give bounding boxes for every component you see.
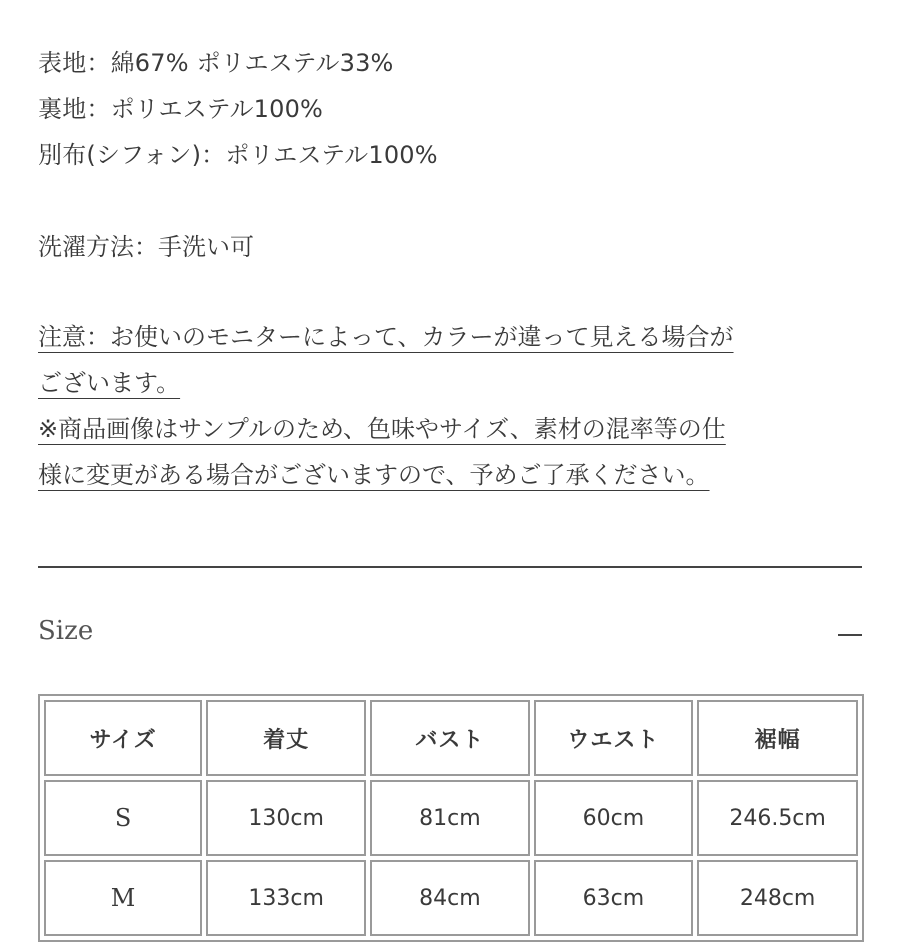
- length-cell: 133cm: [206, 860, 366, 936]
- bust-cell: 81cm: [370, 780, 530, 856]
- washing-info: [38, 224, 254, 270]
- header-size: サイズ: [44, 700, 202, 776]
- header-length: 着丈: [206, 700, 366, 776]
- note-line: 様に変更がある場合がございますので、予めご了承ください。: [38, 461, 710, 489]
- note-line: ※商品画像はサンプルのため、色味やサイズ、素材の混率等の仕: [38, 415, 726, 443]
- section-divider: [38, 566, 862, 568]
- table-row: [44, 860, 858, 936]
- notes-section: [38, 314, 878, 498]
- size-table: [38, 694, 864, 942]
- note-line: ございます。: [38, 369, 181, 397]
- size-cell: S: [44, 780, 202, 856]
- material-lining: 裏地：ポリエステル100%: [38, 95, 324, 123]
- size-cell: M: [44, 860, 202, 936]
- minus-icon[interactable]: [838, 634, 862, 636]
- waist-cell: 60cm: [534, 780, 694, 856]
- header-hem-width: 裾幅: [697, 700, 858, 776]
- material-chiffon: 別布(シフォン)：ポリエステル100%: [38, 141, 438, 169]
- size-section-title: Size: [38, 616, 94, 646]
- table-row: [44, 780, 858, 856]
- size-accordion-header[interactable]: [38, 612, 862, 660]
- header-waist: ウエスト: [534, 700, 694, 776]
- note-line: 注意：お使いのモニターによって、カラーが違って見える場合が: [38, 323, 734, 351]
- material-outer: 表地：綿67% ポリエステル33%: [38, 49, 394, 77]
- length-cell: 130cm: [206, 780, 366, 856]
- washing-method: 洗濯方法：手洗い可: [38, 233, 254, 261]
- hem-width-cell: 246.5cm: [697, 780, 858, 856]
- hem-width-cell: 248cm: [697, 860, 858, 936]
- bust-cell: 84cm: [370, 860, 530, 936]
- waist-cell: 63cm: [534, 860, 694, 936]
- header-bust: バスト: [370, 700, 530, 776]
- table-header-row: [44, 700, 858, 776]
- material-info: [38, 40, 878, 178]
